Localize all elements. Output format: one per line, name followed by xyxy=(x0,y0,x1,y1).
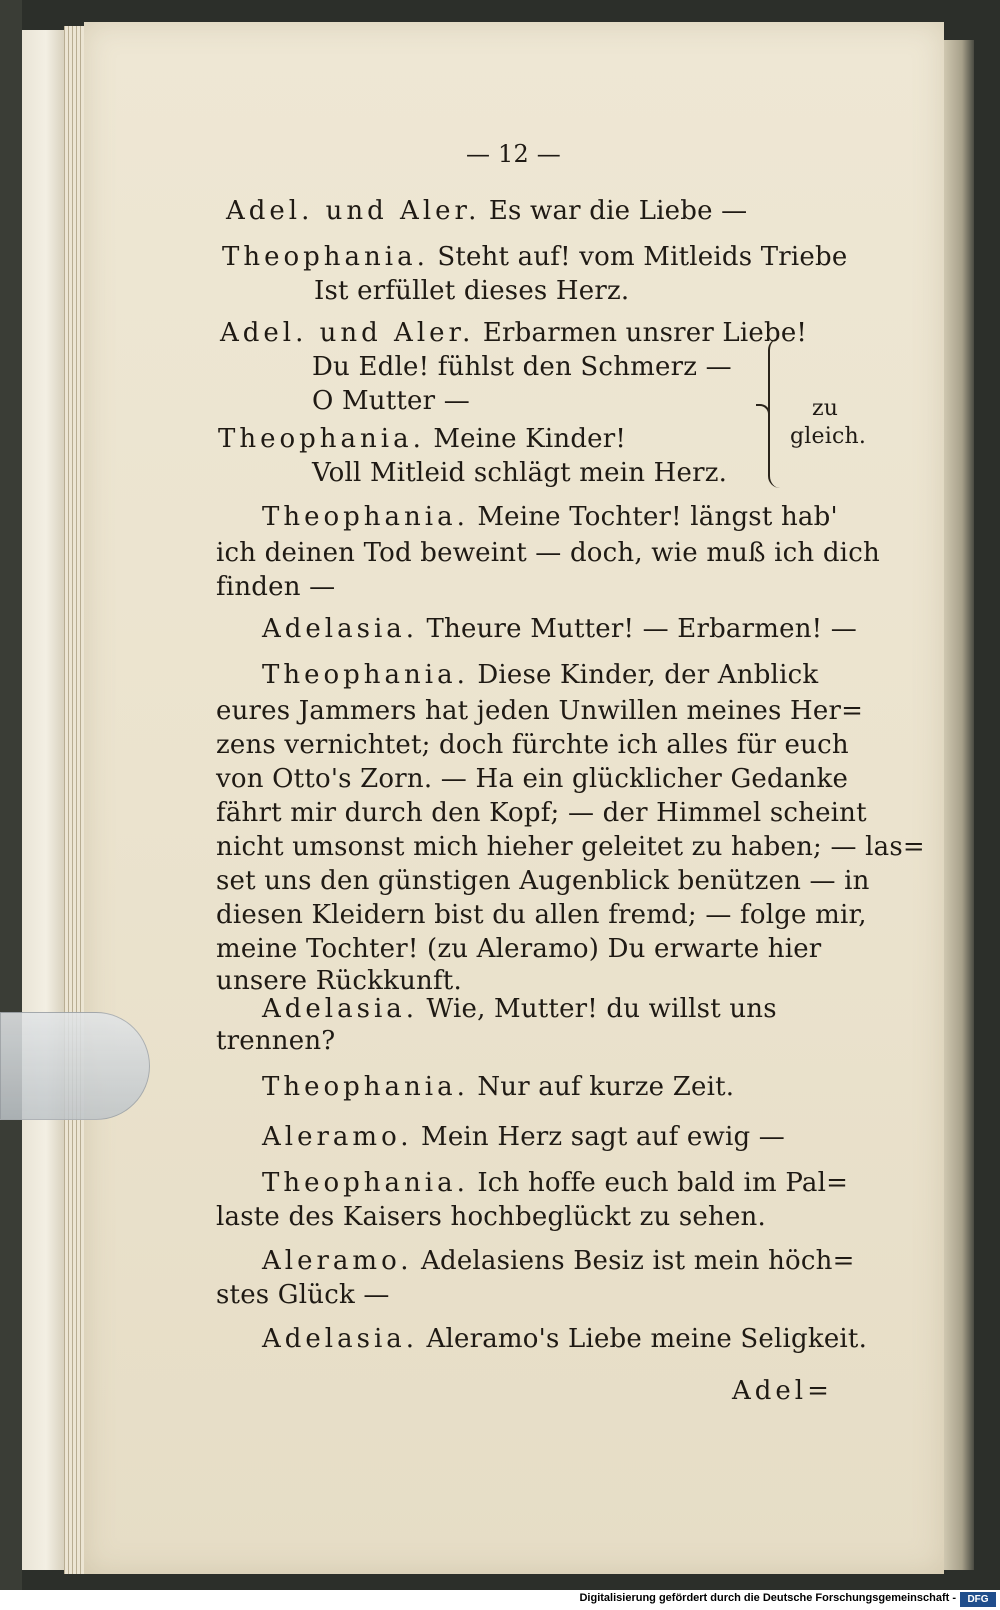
para5-line-1: Theophania. Nur auf kurze Zeit. xyxy=(262,1072,735,1102)
para7-line-2: laste des Kaisers hochbeglückt zu sehen. xyxy=(216,1202,766,1232)
verse-line-8: Voll Mitleid schlägt mein Herz. xyxy=(312,458,728,488)
verse-line-3: Ist erfüllet dieses Herz. xyxy=(314,276,630,306)
verse-line-1: Adel. und Aler. Es war die Liebe — xyxy=(226,196,748,226)
verse-line-2: Theophania. Steht auf! vom Mitleids Triebe xyxy=(222,242,848,272)
brace-label-gleich: gleich. xyxy=(790,424,867,449)
para3-line-1: Theophania. Diese Kinder, der Anblick xyxy=(262,660,819,690)
para3-line-8: diesen Kleidern bist du allen fremd; — folge mir, xyxy=(216,900,867,930)
catchword: Adel= xyxy=(732,1376,833,1406)
para3-line-4: von Otto's Zorn. — Ha ein glücklicher Gedanke xyxy=(216,764,849,794)
dfg-credit-text: Digitalisierung gefördert durch die Deutsche Forschungsgemeinschaft - xyxy=(579,1592,956,1604)
para3-line-7: set uns den günstigen Augenblick benützen — in xyxy=(216,866,870,896)
curly-brace xyxy=(768,338,790,488)
para1-line-1: Theophania. Meine Tochter! längst hab' xyxy=(262,502,838,532)
para8-line-1: Aleramo. Adelasiens Besiz ist mein höch= xyxy=(262,1246,855,1276)
verse-line-4: Adel. und Aler. Erbarmen unsrer Liebe! xyxy=(220,318,808,348)
para2-line-1: Adelasia. Theure Mutter! — Erbarmen! — xyxy=(262,614,857,644)
para8-line-2: stes Glück — xyxy=(216,1280,390,1310)
para1-line-2: ich deinen Tod beweint — doch, wie muß ich dich xyxy=(216,538,880,568)
verse-line-7: Theophania. Meine Kinder! xyxy=(218,424,627,454)
page-clip xyxy=(0,1012,150,1120)
para3-line-6: nicht umsonst mich hieher geleitet zu haben; — las= xyxy=(216,832,925,862)
verse-line-5: Du Edle! fühlst den Schmerz — xyxy=(312,352,732,382)
para1-line-3: finden — xyxy=(216,572,336,602)
para4-line-1: Adelasia. Wie, Mutter! du willst uns xyxy=(262,994,777,1024)
verse-line-6: O Mutter — xyxy=(312,386,470,416)
para9-line-1: Adelasia. Aleramo's Liebe meine Seligkeit. xyxy=(262,1324,868,1354)
page-number: — 12 — xyxy=(466,140,561,168)
book-right-edge xyxy=(944,40,974,1570)
para6-line-1: Aleramo. Mein Herz sagt auf ewig — xyxy=(262,1122,785,1152)
para3-line-3: zens vernichtet; doch fürchte ich alles für euch xyxy=(216,730,849,760)
para3-line-10: unsere Rückkunft. xyxy=(216,966,462,996)
dfg-logo-icon: DFG xyxy=(960,1592,996,1607)
brace-label-zu: zu xyxy=(812,396,839,421)
para4-line-2: trennen? xyxy=(216,1026,336,1056)
para7-line-1: Theophania. Ich hoffe euch bald im Pal= xyxy=(262,1168,849,1198)
para3-line-2: eures Jammers hat jeden Unwillen meines Her= xyxy=(216,696,864,726)
para3-line-9: meine Tochter! (zu Aleramo) Du erwarte hier xyxy=(216,934,822,964)
para3-line-5: fährt mir durch den Kopf; — der Himmel scheint xyxy=(216,798,867,828)
scan-background xyxy=(0,0,22,1590)
